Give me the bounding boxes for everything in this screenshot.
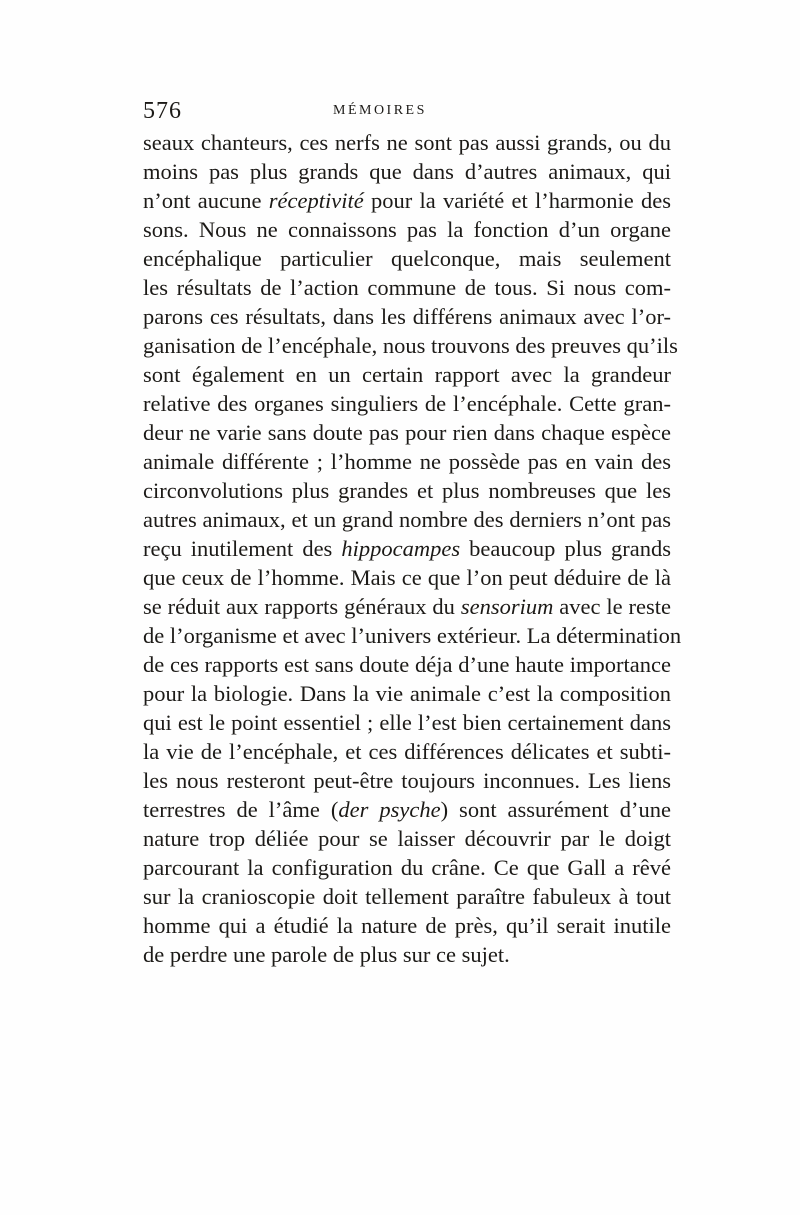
text-run: circonvolutions plus grandes et plus nombreuses que les (143, 478, 671, 503)
text-line (143, 911, 671, 940)
text-run: nature trop déliée pour se laisser découvrir par le doigt (143, 826, 671, 851)
text-line (143, 128, 671, 157)
text-line (143, 186, 671, 215)
text-line (143, 824, 671, 853)
text-line (143, 679, 671, 708)
text-run: parcourant la configuration du crâne. Ce que Gall a rêvé (143, 855, 671, 880)
text-run: sur la cranioscopie doit tellement paraître fabuleux à tout (143, 884, 671, 909)
text-run: de ces rapports est sans doute déja d’une haute importance (143, 652, 671, 677)
text-run: deur ne varie sans doute pas pour rien dans chaque espèce (143, 420, 671, 445)
text-run: de perdre une parole de plus sur ce sujet. (143, 942, 510, 967)
text-run: relative des organes singuliers de l’encéphale. Cette gran- (143, 391, 671, 416)
text-run: pour la biologie. Dans la vie animale c’est la composition (143, 681, 671, 706)
text-line (143, 273, 671, 302)
italic-term: hippocampes (341, 536, 461, 561)
text-run: moins pas plus grands que dans d’autres animaux, qui (143, 159, 671, 184)
text-line (143, 215, 671, 244)
italic-term: réceptivité (268, 188, 364, 213)
text-line (143, 418, 671, 447)
text-line (143, 650, 671, 679)
text-run: sont également en un certain rapport avec la grandeur (143, 362, 671, 387)
text-run: ganisation de l’encéphale, nous trouvons des preuves qu’ils (143, 333, 678, 358)
text-line (143, 331, 678, 360)
text-run: beaucoup plus grands (460, 536, 671, 561)
text-line (143, 244, 671, 273)
text-run: de l’organisme et avec l’univers extérieur. La détermination (143, 623, 682, 648)
text-line (143, 534, 671, 563)
text-line (143, 940, 671, 969)
text-line (143, 389, 671, 418)
text-line (143, 592, 671, 621)
text-run: terrestres de l’âme ( (143, 797, 339, 822)
text-line (143, 505, 671, 534)
text-run: parons ces résultats, dans les différens animaux avec l’or- (143, 304, 671, 329)
text-run: reçu inutilement des (143, 536, 342, 561)
running-head: MÉMOIRES (333, 103, 427, 118)
text-line (143, 795, 671, 824)
text-line (143, 737, 671, 766)
text-line (143, 621, 682, 650)
text-run: animale différente ; l’homme ne possède pas en vain des (143, 449, 671, 474)
text-run: se réduit aux rapports généraux du (143, 594, 461, 619)
text-line (143, 563, 671, 592)
text-run: autres animaux, et un grand nombre des derniers n’ont pas (143, 507, 671, 532)
text-line (143, 447, 671, 476)
text-line (143, 302, 671, 331)
text-run: ) sont assurément d’une (440, 797, 671, 822)
text-run: avec le reste (553, 594, 671, 619)
text-run: seaux chanteurs, ces nerfs ne sont pas aussi grands, ou du (143, 130, 671, 155)
text-run: qui est le point essentiel ; elle l’est bien certainement dans (143, 710, 671, 735)
text-run: que ceux de l’homme. Mais ce que l’on peut déduire de là (143, 565, 671, 590)
text-line (143, 157, 671, 186)
text-run: n’ont aucune (143, 188, 269, 213)
text-line (143, 360, 671, 389)
page-number: 576 (143, 98, 182, 124)
text-run: les résultats de l’action commune de tous. Si nous com- (143, 275, 671, 300)
italic-term: sensorium (460, 594, 554, 619)
body-text (143, 128, 682, 969)
text-run: homme qui a étudié la nature de près, qu’il serait inutile (143, 913, 671, 938)
text-line (143, 708, 671, 737)
text-line (143, 882, 671, 911)
text-run: sons. Nous ne connaissons pas la fonction d’un organe (143, 217, 671, 242)
text-line (143, 476, 671, 505)
text-run: les nous resteront peut-être toujours inconnues. Les liens (143, 768, 671, 793)
italic-term: der psyche (338, 797, 441, 822)
page-header (143, 96, 673, 126)
text-run: encéphalique particulier quelconque, mais seulement (143, 246, 671, 271)
text-line (143, 766, 671, 795)
text-run: la vie de l’encéphale, et ces différences délicates et subti- (143, 739, 671, 764)
text-line (143, 853, 671, 882)
text-run: pour la variété et l’harmonie des (363, 188, 671, 213)
